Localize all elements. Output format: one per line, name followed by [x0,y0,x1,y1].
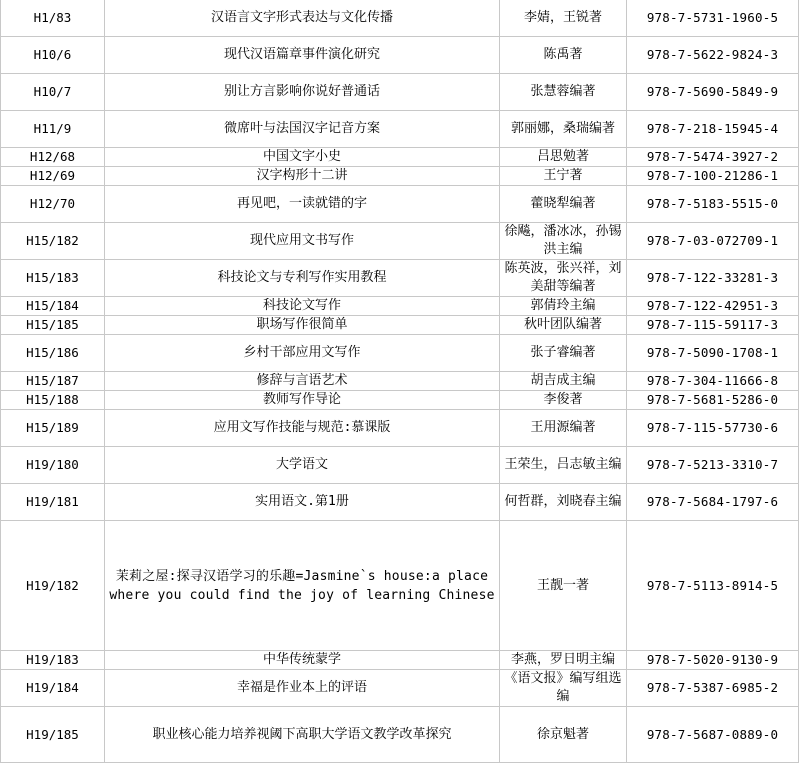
table-row [1,410,799,447]
author-cell[interactable]: 王宁著 [500,167,627,186]
author-cell[interactable]: 李婧，王锐著 [500,0,627,37]
table-row [1,391,799,410]
isbn-cell[interactable]: 978-7-100-21286-1 [627,167,799,186]
table-row [1,111,799,148]
author-cell[interactable]: 张慧蓉编著 [500,74,627,111]
author-cell[interactable]: 张子睿编著 [500,335,627,372]
call-number-cell[interactable]: H19/182 [1,521,105,651]
call-number-cell[interactable]: H15/186 [1,335,105,372]
call-number-cell[interactable]: H15/184 [1,297,105,316]
title-cell[interactable]: 再见吧，一读就错的字 [105,186,500,223]
title-cell[interactable]: 茉莉之屋:探寻汉语学习的乐趣=Jasmine`s house:a place where you could find the joy of learning Chinese [105,521,500,651]
table-row [1,651,799,670]
call-number-cell[interactable]: H10/7 [1,74,105,111]
call-number-cell[interactable]: H15/182 [1,223,105,260]
title-cell[interactable]: 修辞与言语艺术 [105,372,500,391]
table-row [1,186,799,223]
author-cell[interactable]: 徐飚，潘冰冰，孙锡洪主编 [500,223,627,260]
isbn-cell[interactable]: 978-7-304-11666-8 [627,372,799,391]
isbn-cell[interactable]: 978-7-5387-6985-2 [627,670,799,707]
author-cell[interactable]: 李燕，罗日明主编 [500,651,627,670]
call-number-cell[interactable]: H15/189 [1,410,105,447]
isbn-cell[interactable]: 978-7-115-57730-6 [627,410,799,447]
isbn-cell[interactable]: 978-7-5090-1708-1 [627,335,799,372]
isbn-cell[interactable]: 978-7-5474-3927-2 [627,148,799,167]
author-cell[interactable]: 《语文报》编写组选编 [500,670,627,707]
title-cell[interactable]: 现代应用文书写作 [105,223,500,260]
title-cell[interactable]: 中国文字小史 [105,148,500,167]
call-number-cell[interactable]: H19/185 [1,707,105,763]
table-row [1,707,799,763]
title-cell[interactable]: 实用语文.第1册 [105,484,500,521]
title-cell[interactable]: 中华传统蒙学 [105,651,500,670]
author-cell[interactable]: 藿晓犁编著 [500,186,627,223]
call-number-cell[interactable]: H19/183 [1,651,105,670]
call-number-cell[interactable]: H19/184 [1,670,105,707]
table-row [1,37,799,74]
author-cell[interactable]: 陈禹著 [500,37,627,74]
call-number-cell[interactable]: H15/187 [1,372,105,391]
table-row [1,74,799,111]
call-number-cell[interactable]: H15/188 [1,391,105,410]
call-number-cell[interactable]: H12/70 [1,186,105,223]
isbn-cell[interactable]: 978-7-5681-5286-0 [627,391,799,410]
title-cell[interactable]: 职场写作很简单 [105,316,500,335]
call-number-cell[interactable]: H12/68 [1,148,105,167]
isbn-cell[interactable]: 978-7-5684-1797-6 [627,484,799,521]
author-cell[interactable]: 郭倩玲主编 [500,297,627,316]
title-cell[interactable]: 科技论文写作 [105,297,500,316]
table-row [1,372,799,391]
title-cell[interactable]: 幸福是作业本上的评语 [105,670,500,707]
author-cell[interactable]: 郭丽娜，桑瑞编著 [500,111,627,148]
call-number-cell[interactable]: H15/185 [1,316,105,335]
isbn-cell[interactable]: 978-7-115-59117-3 [627,316,799,335]
author-cell[interactable]: 吕思勉著 [500,148,627,167]
table-row [1,167,799,186]
call-number-cell[interactable]: H12/69 [1,167,105,186]
title-cell[interactable]: 大学语文 [105,447,500,484]
isbn-cell[interactable]: 978-7-5731-1960-5 [627,0,799,37]
isbn-cell[interactable]: 978-7-5213-3310-7 [627,447,799,484]
title-cell[interactable]: 应用文写作技能与规范:慕课版 [105,410,500,447]
call-number-cell[interactable]: H10/6 [1,37,105,74]
author-cell[interactable]: 徐京魁著 [500,707,627,763]
author-cell[interactable]: 李俊著 [500,391,627,410]
table-row [1,447,799,484]
title-cell[interactable]: 现代汉语篇章事件演化研究 [105,37,500,74]
title-cell[interactable]: 汉字构形十二讲 [105,167,500,186]
author-cell[interactable]: 王用源编著 [500,410,627,447]
isbn-cell[interactable]: 978-7-5020-9130-9 [627,651,799,670]
author-cell[interactable]: 胡吉成主编 [500,372,627,391]
isbn-cell[interactable]: 978-7-5183-5515-0 [627,186,799,223]
table-row [1,521,799,651]
title-cell[interactable]: 教师写作导论 [105,391,500,410]
isbn-cell[interactable]: 978-7-5690-5849-9 [627,74,799,111]
table-row [1,316,799,335]
title-cell[interactable]: 职业核心能力培养视阈下高职大学语文教学改革探究 [105,707,500,763]
table-row [1,670,799,707]
isbn-cell[interactable]: 978-7-122-33281-3 [627,260,799,297]
table-row [1,335,799,372]
title-cell[interactable]: 科技论文与专利写作实用教程 [105,260,500,297]
table-row [1,260,799,297]
isbn-cell[interactable]: 978-7-5113-8914-5 [627,521,799,651]
table-row [1,484,799,521]
title-cell[interactable]: 乡村干部应用文写作 [105,335,500,372]
title-cell[interactable]: 微席叶与法国汉字记音方案 [105,111,500,148]
author-cell[interactable]: 王靓一著 [500,521,627,651]
isbn-cell[interactable]: 978-7-218-15945-4 [627,111,799,148]
title-cell[interactable]: 汉语言文字形式表达与文化传播 [105,0,500,37]
author-cell[interactable]: 王荣生，吕志敏主编 [500,447,627,484]
author-cell[interactable]: 陈英波，张兴祥，刘美甜等编著 [500,260,627,297]
call-number-cell[interactable]: H19/181 [1,484,105,521]
isbn-cell[interactable]: 978-7-122-42951-3 [627,297,799,316]
title-cell[interactable]: 别让方言影响你说好普通话 [105,74,500,111]
call-number-cell[interactable]: H15/183 [1,260,105,297]
table-row [1,223,799,260]
author-cell[interactable]: 何哲群，刘晓春主编 [500,484,627,521]
table-row [1,0,799,37]
isbn-cell[interactable]: 978-7-03-072709-1 [627,223,799,260]
isbn-cell[interactable]: 978-7-5622-9824-3 [627,37,799,74]
call-number-cell[interactable]: H19/180 [1,447,105,484]
table-row [1,148,799,167]
call-number-cell[interactable]: H1/83 [1,0,105,37]
call-number-cell[interactable]: H11/9 [1,111,105,148]
author-cell[interactable]: 秋叶团队编著 [500,316,627,335]
isbn-cell[interactable]: 978-7-5687-0889-0 [627,707,799,763]
table-row [1,297,799,316]
